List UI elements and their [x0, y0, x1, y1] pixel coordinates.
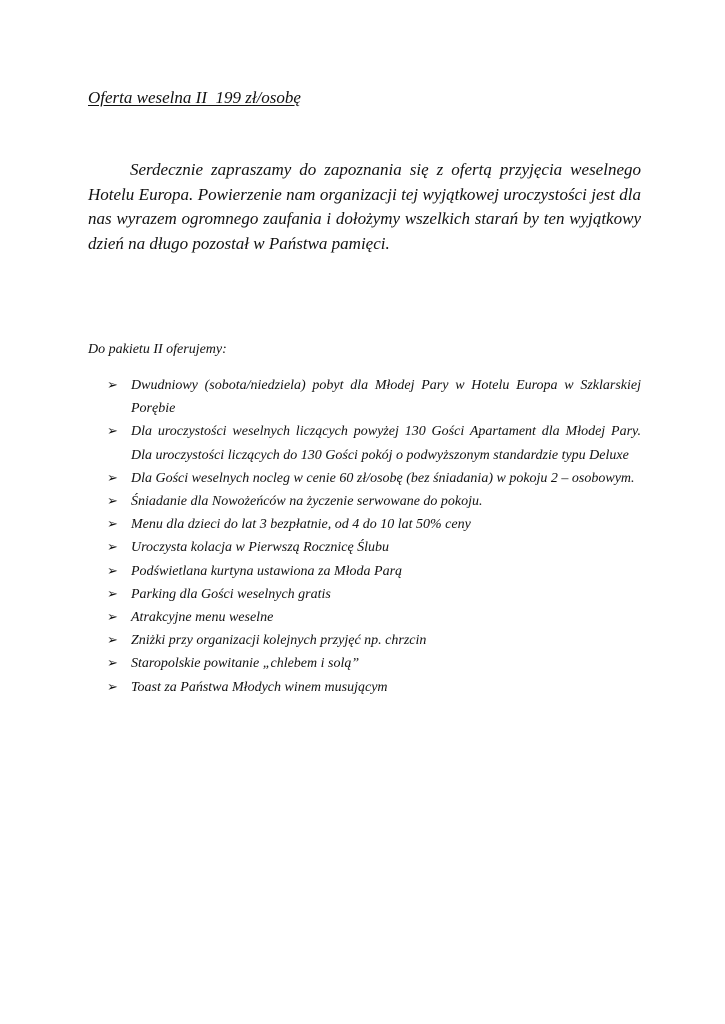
list-item-text: Zniżki przy organizacji kolejnych przyjęć np. chrzcin	[131, 633, 427, 649]
list-item-text: Parking dla Gości weselnych gratis	[131, 586, 331, 602]
arrowhead-bullet-icon: ➢	[107, 586, 118, 602]
list-item	[107, 560, 641, 583]
list-item	[107, 629, 641, 652]
arrowhead-bullet-icon: ➢	[107, 378, 118, 393]
list-item-text: Menu dla dzieci do lat 3 bezpłatnie, od 4 do 10 lat 50% ceny	[131, 517, 471, 533]
list-item	[107, 652, 641, 675]
list-item-text: Atrakcyjne menu weselne	[131, 610, 274, 626]
offer-list	[107, 374, 641, 699]
list-item	[107, 676, 641, 699]
intro-paragraph: Serdecznie zapraszamy do zapoznania się z ofertą przyjęcia weselnego Hotelu Europa. Powierzenie nam organizacji tej wyjątkowej uroczystości jest dla nas wyrazem ogromnego zaufania i dołożymy wszelkich starań by ten wyjątkowy dzień na długo pozostał w Państwa pamięci.	[88, 160, 641, 253]
arrowhead-bullet-icon: ➢	[107, 517, 118, 533]
list-item-text: Dwudniowy (sobota/niedziela) pobyt dla Młodej Pary w Hotelu Europa w Szklarskiej Porębie	[131, 378, 641, 417]
package-label: Do pakietu II oferujemy:	[88, 342, 227, 357]
list-item	[107, 583, 641, 606]
list-item-text: Dla uroczystości weselnych liczących powyżej 130 Gości Apartament dla Młodej Pary. Dla uroczystości liczących do 130 Gości pokój o podwyższonym standardzie typu Deluxe	[131, 424, 641, 463]
list-item-text: Uroczysta kolacja w Pierwszą Rocznicę Ślubu	[131, 540, 390, 556]
arrowhead-bullet-icon: ➢	[107, 494, 118, 510]
list-item	[107, 467, 641, 490]
arrowhead-bullet-icon: ➢	[107, 470, 118, 486]
list-item-text: Dla Gości weselnych nocleg w cenie 60 zł/osobę (bez śniadania) w pokoju 2 – osobowym.	[131, 470, 635, 486]
list-item	[107, 490, 641, 513]
list-item	[107, 374, 641, 420]
list-item-text: Staropolskie powitanie „chlebem i solą”	[131, 656, 360, 672]
list-item	[107, 606, 641, 629]
arrowhead-bullet-icon: ➢	[107, 540, 118, 556]
arrowhead-bullet-icon: ➢	[107, 679, 118, 695]
list-item	[107, 513, 641, 536]
list-item-text: Śniadanie dla Nowożeńców na życzenie serwowane do pokoju.	[131, 494, 483, 510]
list-item-text: Toast za Państwa Młodych winem musującym	[131, 679, 388, 695]
list-item	[107, 420, 641, 466]
arrowhead-bullet-icon: ➢	[107, 424, 118, 440]
arrowhead-bullet-icon: ➢	[107, 633, 118, 649]
offer-title: Oferta weselna II 199 zł/osobę	[88, 88, 301, 107]
arrowhead-bullet-icon: ➢	[107, 563, 118, 579]
arrowhead-bullet-icon: ➢	[107, 610, 118, 626]
list-item-text: Podświetlana kurtyna ustawiona za Młoda Parą	[131, 563, 403, 579]
arrowhead-bullet-icon: ➢	[107, 656, 118, 672]
list-item	[107, 536, 641, 559]
